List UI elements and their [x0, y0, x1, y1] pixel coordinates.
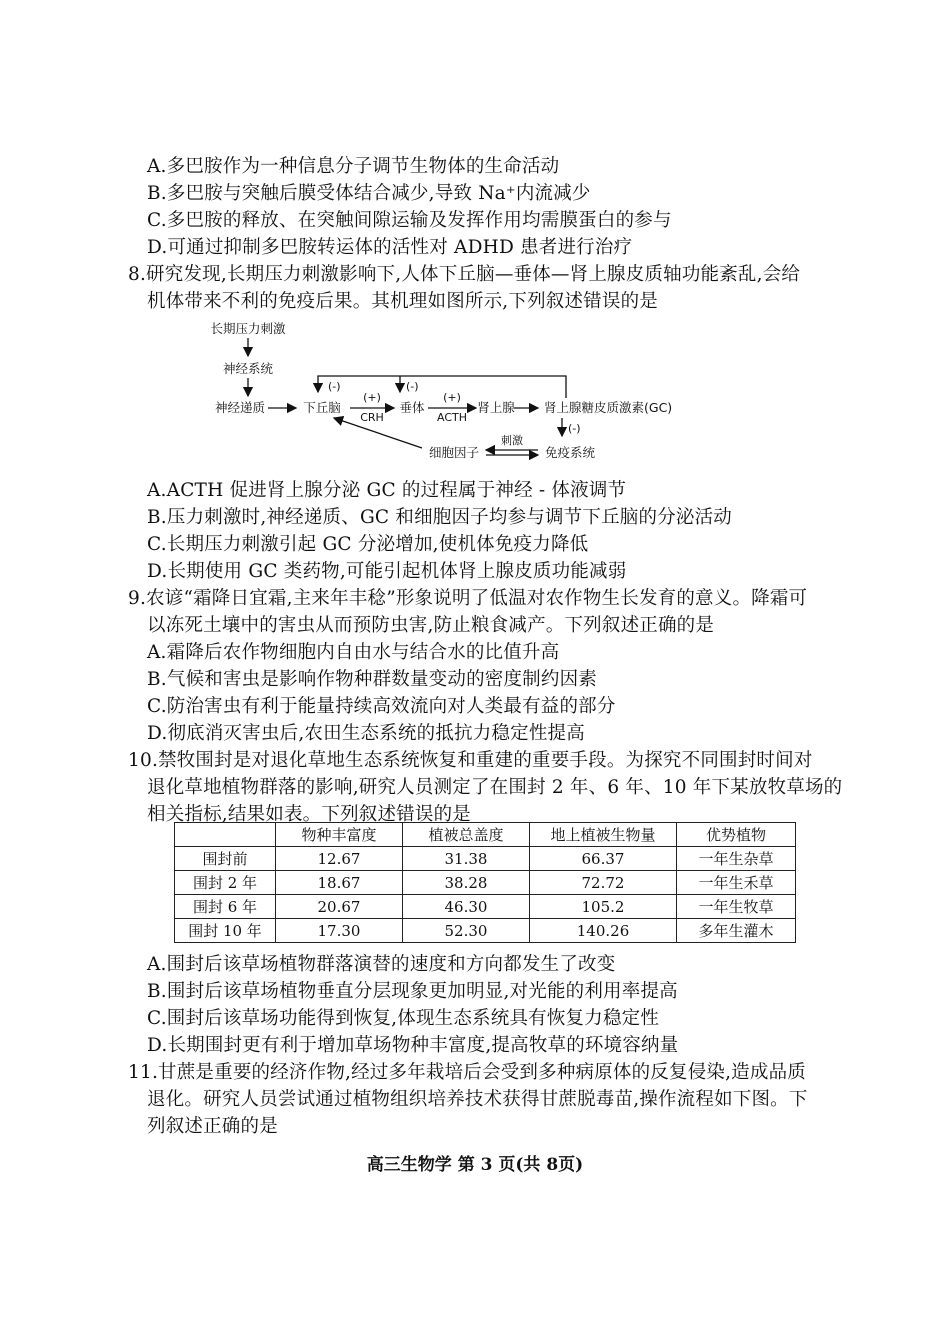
diagram-label-pituitary: 垂体	[399, 400, 425, 415]
q8-stem-line-1: 8.研究发现,长期压力刺激影响下,人体下丘脑—垂体—肾上腺皮质轴功能紊乱,会给	[128, 264, 801, 285]
table-cell: 52.30	[403, 919, 530, 943]
q7-option-b: B.多巴胺与突触后膜受体结合减少,导致 Na⁺内流减少	[147, 183, 591, 204]
q7-option-d: D.可通过抑制多巴胺转运体的活性对 ADHD 患者进行治疗	[147, 237, 633, 258]
q10-data-table	[174, 822, 796, 943]
table-row	[175, 871, 796, 895]
q10-stem-line-3: 相关指标,结果如表。下列叙述错误的是	[147, 804, 471, 825]
q8-option-c: C.长期压力刺激引起 GC 分泌增加,使机体免疫力降低	[147, 534, 589, 555]
table-cell: 12.67	[276, 847, 403, 871]
q7-option-a: A.多巴胺作为一种信息分子调节生物体的生命活动	[147, 156, 560, 177]
table-row	[175, 919, 796, 943]
q9-option-c: C.防治害虫有利于能量持续高效流向对人类最有益的部分	[147, 696, 616, 717]
diagram-label-immune-system: 免疫系统	[544, 445, 596, 460]
table-cell: 围封前	[175, 847, 276, 871]
table-cell: 一年生杂草	[677, 847, 796, 871]
diagram-sign-crh-plus: (+)	[363, 391, 381, 404]
q9-stem-line-1: 9.农谚“霜降日宜霜,主来年丰稔”形象说明了低温对农作物生长发育的意义。降霜可	[128, 588, 808, 609]
table-header-cell: 地上植被生物量	[530, 823, 677, 847]
page-footer: 高三生物学 第 3 页(共 8页)	[366, 1155, 584, 1175]
q9-stem-line-2: 以冻死土壤中的害虫从而预防虫害,防止粮食减产。下列叙述正确的是	[147, 615, 715, 636]
diagram-label-stimulate: 刺激	[501, 434, 523, 447]
q10-option-b: B.围封后该草场植物垂直分层现象更加明显,对光能的利用率提高	[147, 981, 678, 1002]
diagram-label-hypothalamus: 下丘脑	[303, 400, 341, 415]
table-header-row	[175, 823, 796, 847]
table-cell: 20.67	[276, 895, 403, 919]
q8-option-d: D.长期使用 GC 类药物,可能引起机体肾上腺皮质功能减弱	[147, 561, 627, 582]
q8-option-b: B.压力刺激时,神经递质、GC 和细胞因子均参与调节下丘脑的分泌活动	[147, 507, 732, 528]
q8-hpa-axis-diagram	[200, 318, 720, 473]
table-header-cell	[175, 823, 276, 847]
q11-stem-line-2: 退化。研究人员尝试通过植物组织培养技术获得甘蔗脱毒苗,操作流程如下图。下	[147, 1089, 808, 1110]
table-cell: 66.37	[530, 847, 677, 871]
table-cell: 一年生牧草	[677, 895, 796, 919]
diagram-sign-feedback-minus-2: (-)	[406, 380, 419, 393]
diagram-label-adrenal: 肾上腺	[477, 400, 515, 415]
table-cell: 31.38	[403, 847, 530, 871]
diagram-label-nervous-system: 神经系统	[222, 361, 274, 376]
table-cell: 140.26	[530, 919, 677, 943]
q9-option-b: B.气候和害虫是影响作物种群数量变动的密度制约因素	[147, 669, 597, 690]
table-cell: 38.28	[403, 871, 530, 895]
diagram-label-crh: CRH	[360, 411, 384, 424]
table-cell: 72.72	[530, 871, 677, 895]
table-cell: 18.67	[276, 871, 403, 895]
table-cell: 围封 10 年	[175, 919, 276, 943]
q7-option-c: C.多巴胺的释放、在突触间隙运输及发挥作用均需膜蛋白的参与	[147, 210, 672, 231]
q10-stem-line-2: 退化草地植物群落的影响,研究人员测定了在围封 2 年、6 年、10 年下某放牧草场的	[147, 777, 843, 798]
q8-option-a: A.ACTH 促进肾上腺分泌 GC 的过程属于神经 - 体液调节	[147, 480, 627, 501]
diagram-sign-acth-plus: (+)	[443, 391, 461, 404]
q9-option-d: D.彻底消灭害虫后,农田生态系统的抵抗力稳定性提高	[147, 723, 585, 744]
q10-stem-line-1: 10.禁牧围封是对退化草地生态系统恢复和重建的重要手段。为探究不同围封时间对	[128, 750, 813, 771]
table-header-cell: 植被总盖度	[403, 823, 530, 847]
q9-option-a: A.霜降后农作物细胞内自由水与结合水的比值升高	[147, 642, 560, 663]
diagram-label-acth: ACTH	[436, 411, 468, 424]
diagram-label-stress: 长期压力刺激	[210, 321, 286, 336]
diagram-label-gc: 肾上腺糖皮质激素(GC)	[544, 400, 673, 415]
table-cell: 围封 2 年	[175, 871, 276, 895]
q10-option-c: C.围封后该草场功能得到恢复,体现生态系统具有恢复力稳定性	[147, 1008, 660, 1029]
table-cell: 105.2	[530, 895, 677, 919]
q11-stem-line-1: 11.甘蔗是重要的经济作物,经过多年栽培后会受到多种病原体的反复侵染,造成品质	[128, 1062, 806, 1083]
table-row	[175, 847, 796, 871]
diagram-label-cytokine: 细胞因子	[428, 445, 480, 460]
q10-option-d: D.长期围封更有利于增加草场物种丰富度,提高牧草的环境容纳量	[147, 1035, 679, 1056]
table-cell: 围封 6 年	[175, 895, 276, 919]
table-cell: 一年生禾草	[677, 871, 796, 895]
table-cell: 46.30	[403, 895, 530, 919]
q11-stem-line-3: 列叙述正确的是	[147, 1116, 278, 1137]
table-cell: 多年生灌木	[677, 919, 796, 943]
table-row	[175, 895, 796, 919]
diagram-sign-feedback-minus-1: (-)	[328, 380, 341, 393]
diagram-sign-gc-minus: (-)	[568, 422, 581, 435]
table-header-cell: 优势植物	[677, 823, 796, 847]
table-cell: 17.30	[276, 919, 403, 943]
q8-stem-line-2: 机体带来不利的免疫后果。其机理如图所示,下列叙述错误的是	[147, 291, 658, 312]
table-header-cell: 物种丰富度	[276, 823, 403, 847]
diagram-label-neurotransmitter: 神经递质	[214, 400, 266, 415]
q10-option-a: A.围封后该草场植物群落演替的速度和方向都发生了改变	[147, 954, 616, 975]
